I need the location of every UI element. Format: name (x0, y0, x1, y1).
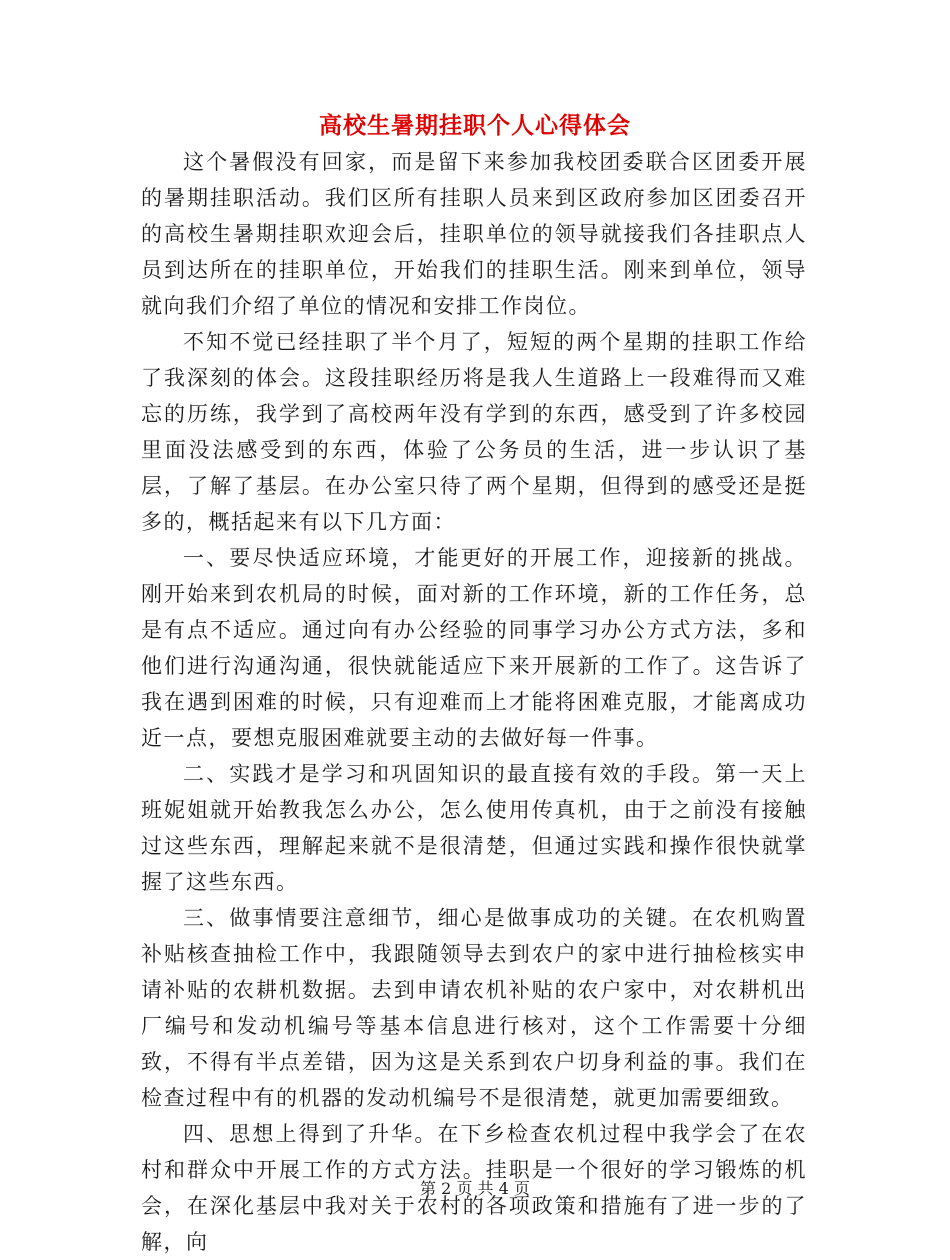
paragraph-point-three: 三、做事情要注意细节，细心是做事成功的关键。在农机购置补贴核查抽检工作中，我跟随领导去到农户的家中进行抽检核实申请补贴的农耕机数据。去到申请农机补贴的农户家中，对农耕机出厂编号和发动机编号等基本信息进行核对，这个工作需要十分细致，不得有半点差错，因为这是关系到农户切身利益的事。我们在检查过程中有的机器的发动机编号不是很清楚，就更加需要细致。 (141, 906, 807, 1110)
paragraph-point-four: 四、思想上得到了升华。在下乡检查农机过程中我学会了在农村和群众中开展工作的方式方法。挂职是一个很好的学习锻炼的机会，在深化基层中我对关于农村的各项政策和措施有了进一步的了解，向 (141, 1122, 807, 1254)
paragraph-point-two: 二、实践才是学习和巩固知识的最直接有效的手段。第一天上班妮姐就开始教我怎么办公，怎么使用传真机，由于之前没有接触过这些东西，理解起来就不是很清楚，但通过实践和操作很快就掌握了这些东西。 (141, 762, 807, 894)
document-body (141, 144, 807, 1260)
footer-unit-end-label: 页 (513, 1179, 530, 1198)
footer-total-pages: 4 (498, 1179, 509, 1198)
paragraph-point-one: 一、要尽快适应环境，才能更好的开展工作，迎接新的挑战。刚开始来到农机局的时候，面对新的工作环境，新的工作任务，总是有点不适应。通过向有办公经验的同事学习办公方式方法，多和他们进行沟通沟通，很快就能适应下来开展新的工作了。这告诉了我在遇到困难的时候，只有迎难而上才能将困难克服，才能离成功近一点，要想克服困难就要主动的去做好每一件事。 (141, 546, 807, 750)
paragraph-intro: 这个暑假没有回家，而是留下来参加我校团委联合区团委开展的暑期挂职活动。我们区所有挂职人员来到区政府参加区团委召开的高校生暑期挂职欢迎会后，挂职单位的领导就接我们各挂职点人员到达所在的挂职单位，开始我们的挂职生活。刚来到单位，领导就向我们介绍了单位的情况和安排工作岗位。 (141, 150, 807, 318)
page-footer (0, 1178, 950, 1200)
paragraph-overview: 不知不觉已经挂职了半个月了，短短的两个星期的挂职工作给了我深刻的体会。这段挂职经历将是我人生道路上一段难得而又难忘的历练，我学到了高校两年没有学到的东西，感受到了许多校园里面没法感受到的东西，体验了公务员的生活，进一步认识了基层，了解了基层。在办公室只待了两个星期，但得到的感受还是挺多的，概括起来有以下几方面： (141, 330, 807, 534)
footer-total-label: 共 (477, 1179, 494, 1198)
footer-unit-label: 页 (456, 1179, 473, 1198)
footer-current-page: 2 (441, 1179, 452, 1198)
document-title: 高校生暑期挂职个人心得体会 (319, 112, 631, 139)
footer-page-label: 第 (420, 1179, 437, 1198)
